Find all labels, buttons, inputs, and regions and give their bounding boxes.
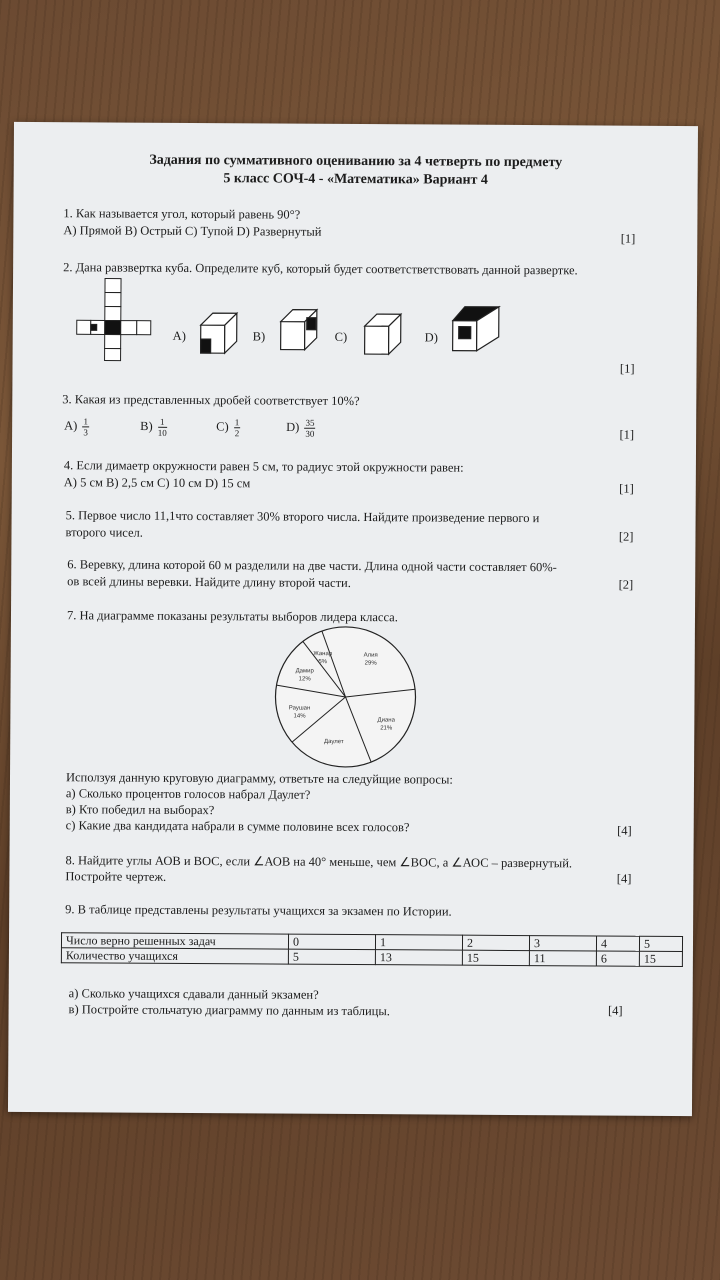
q3-d-label: D) [286,419,300,435]
q3-d-fraction [304,418,315,439]
pie-slices [275,627,416,768]
q5-mark: [2] [618,529,634,544]
row2-cell: 11 [529,951,596,966]
cube-net-diagram [77,278,151,360]
q3-b-label: B) [140,419,153,434]
q8-line-1: 8. Найдите углы АОВ и ВОС, если ∠АОВ на 40° меньше, чем ∠ВОС, а ∠АОС – развернутый. [65,853,573,871]
q9-mark: [4] [607,1003,623,1018]
q6-mark: [2] [618,577,634,592]
row2-cell: 5 [288,949,375,965]
q7-question-a: а) Сколько процентов голосов набрал Даулет? [65,786,311,802]
q5-line-2: второго чисел. [65,525,143,540]
q9-text: 9. В таблице представлены результаты учащихся за экзамен по Истории. [65,902,452,919]
q2-option-c: C) [334,329,348,344]
q1-options: A) Прямой B) Острый C) Тупой D) Развернутый [63,223,322,239]
exam-sheet [8,122,698,1116]
row2-cell: 15 [462,950,529,965]
q8-line-2: Постройте чертеж. [65,869,167,884]
q8-mark: [4] [616,871,632,886]
q1-text: 1. Как называется угол, который равень 90°? [63,206,301,222]
q3-c-label: C) [216,419,229,434]
q7-text: 7. На диаграмме показаны результаты выборов лидера класса. [66,608,398,625]
header-line-2: 5 класс СОЧ-4 - «Математика» Вариант 4 [223,171,488,188]
q4-options: A) 5 см B) 2,5 см C) 10 см D) 15 см [63,475,251,491]
row1-label: Число верно решенных задач [61,933,288,949]
q7-question-c: с) Какие два кандидата набрали в сумме половине всех голосов? [65,818,410,835]
pie-slice-percent: 5% [318,659,328,666]
pie-slice-label: Диана [377,717,395,724]
q3-c-fraction [234,417,241,438]
row1-cell: 0 [288,934,375,950]
row2-cell: 15 [639,951,682,966]
q3-a-fraction [82,416,89,437]
pie-slice-label: Жанар [313,651,333,658]
header-line-1: Задания по суммативного оцениванию за 4 четверть по предмету [149,152,563,171]
pie-slice-label: Раушан [288,705,311,712]
q2-option-b: B) [252,329,266,344]
row1-cell: 3 [529,936,596,951]
row2-label: Количество учащихся [61,948,288,964]
row1-cell: 4 [596,936,639,951]
q3-c-num: 1 [234,417,240,428]
pie-slice-percent: 12% [298,676,311,683]
q1-mark: [1] [620,231,636,246]
q3-option-a [64,416,89,437]
q3-option-d [286,418,315,439]
q3-c-den: 2 [234,428,240,439]
q3-mark: [1] [619,427,635,442]
q2-text: 2. Дана равзвертка куба. Определите куб, который будет соответстветствовать данной развертке. [63,260,578,278]
pie-slice-label: Дамир [295,668,314,675]
q3-b-den: 10 [157,427,167,438]
row1-cell: 1 [375,935,462,951]
row1-cell: 5 [639,936,682,951]
q3-text: 3. Какая из представленных дробей соответствует 10%? [62,392,360,409]
cube-option-a [201,313,237,353]
q7-intro: Исползуя данную круговую диаграмму, ответьте на следуйщие вопросы: [65,770,453,787]
q3-option-b [140,417,167,438]
q3-b-num: 1 [158,417,167,428]
cube-net-and-options [73,272,634,365]
q2-mark: [1] [619,361,635,376]
q7-mark: [4] [617,823,632,838]
q4-mark: [1] [619,481,634,496]
election-pie-chart [272,624,419,771]
q7-question-b: в) Кто победил на выборах? [65,802,215,818]
row2-cell: 13 [375,950,462,966]
results-table [61,932,683,967]
pie-slice-percent: 29% [364,660,377,667]
q5-line-1: 5. Первое число 11,1что составляет 30% второго числа. Найдите произведение первого и [65,508,540,526]
pie-slice-percent: 14% [293,713,306,720]
pie-slice-label: Алия [363,652,378,659]
q6-line-1: 6. Веревку, длина которой 60 м разделили на две части. Длина одной части составляет 60%- [67,557,557,575]
q6-line-2: ов всей длины веревки. Найдите длину второй части. [67,574,351,590]
q2-option-a: A) [172,328,186,343]
q3-a-label: A) [64,418,78,433]
table-row [61,948,682,967]
q3-b-fraction [158,417,167,438]
row2-cell: 6 [596,951,639,966]
row1-cell: 2 [462,935,529,950]
q3-option-c [216,417,240,438]
cube-option-c [365,314,401,354]
q2-option-d: D) [424,330,438,345]
q3-a-den: 3 [83,427,88,438]
pie-slice-percent: 21% [380,725,393,732]
q4-text: 4. Если димаетр окружности равен 5 см, то радиус этой окружности равен: [63,458,464,475]
q3-a-num: 1 [83,416,89,427]
q9-question-b: в) Постройте стольчатую диаграмму по данным из таблицы. [68,1002,390,1019]
q3-d-num: 35 [305,417,315,428]
pie-slice-label: Даулет [324,739,344,746]
q3-d-den: 30 [305,428,315,439]
cube-option-b [281,310,317,350]
cube-option-d [453,307,499,351]
q9-question-a: а) Сколько учащихся сдавали данный экзамен? [68,986,319,1002]
